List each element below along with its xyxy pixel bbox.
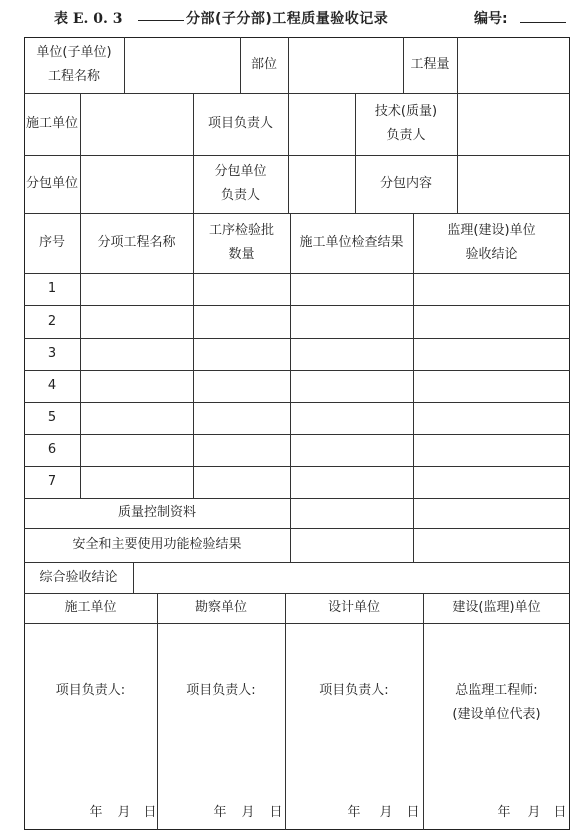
tech-manager-line1: 技术(质量): [374, 104, 438, 119]
sub-manager-line2: 负责人: [220, 188, 260, 203]
row-number: 1: [47, 281, 57, 296]
date-year: 年: [213, 805, 227, 820]
col-supervise-line1: 监理(建设)单位: [447, 223, 536, 238]
table-code: 表 E. 0. 3: [54, 11, 123, 27]
project-manager-label: 项目负责人: [207, 116, 273, 131]
signoff-survey: 勘察单位: [194, 600, 247, 615]
unit-name-label-line2: 工程名称: [47, 69, 100, 84]
sub-content-label: 分包内容: [379, 176, 432, 191]
pm-signature-label: 项目负责人:: [186, 683, 256, 698]
safety-check-label: 安全和主要使用功能检验结果: [72, 537, 242, 552]
subcontractor-label: 分包单位: [25, 176, 78, 191]
date-day: 日: [269, 805, 283, 820]
date-day: 日: [553, 805, 567, 820]
date-year: 年: [347, 805, 361, 820]
division-label: 部位: [250, 57, 277, 72]
col-batch-count: [193, 213, 290, 273]
row-number: 2: [47, 313, 57, 329]
col-supervise-line2: 验收结论: [465, 247, 518, 262]
row-number: 5: [47, 410, 57, 425]
row-number: 6: [47, 442, 57, 457]
form-title: 分部(子分部)工程质量验收记录: [186, 11, 389, 27]
date-year: 年: [497, 805, 511, 820]
tech-manager-line2: 负责人: [386, 128, 426, 143]
sub-manager-label: [193, 155, 288, 213]
tech-manager-label: [355, 93, 457, 155]
signoff-design: 设计单位: [327, 600, 380, 615]
row-number: 4: [47, 378, 57, 393]
conclusion-label: 综合验收结论: [39, 569, 118, 585]
pm-signature-label: 项目负责人:: [319, 683, 389, 698]
col-batch-line1: 工序检验批: [208, 223, 274, 238]
chief-supervisor-line1: 总监理工程师:: [455, 683, 538, 698]
signoff-owner: 建设(监理)单位: [452, 600, 541, 615]
row-number: 7: [47, 474, 57, 489]
row-number: 3: [47, 346, 57, 361]
quantity-label: 工程量: [410, 57, 450, 72]
unit-name-label: [24, 37, 124, 93]
date-month: 月: [241, 805, 255, 820]
col-supervise: [413, 213, 570, 273]
date-day: 日: [143, 805, 157, 820]
col-batch-line2: 数量: [228, 247, 255, 262]
sub-manager-line1: 分包单位: [214, 164, 267, 179]
number-label: 编号:: [474, 11, 508, 27]
date-month: 月: [117, 805, 131, 820]
signoff-construction: 施工单位: [64, 600, 117, 615]
chief-supervisor-label: [423, 676, 570, 730]
unit-name-label-line1: 单位(子单位): [36, 45, 112, 60]
col-seq: 序号: [38, 235, 65, 250]
date-month: 月: [379, 805, 393, 820]
col-check-result: 施工单位检查结果: [299, 235, 404, 250]
pm-signature-label: 项目负责人:: [55, 683, 126, 698]
construction-unit-label: 施工单位: [25, 116, 78, 131]
quality-docs-label: 质量控制资料: [117, 505, 196, 520]
col-sub-item-name: 分项工程名称: [97, 235, 176, 250]
date-year: 年: [89, 805, 103, 820]
date-day: 日: [406, 805, 420, 820]
chief-supervisor-line2: (建设单位代表): [452, 707, 541, 722]
date-month: 月: [527, 805, 541, 820]
